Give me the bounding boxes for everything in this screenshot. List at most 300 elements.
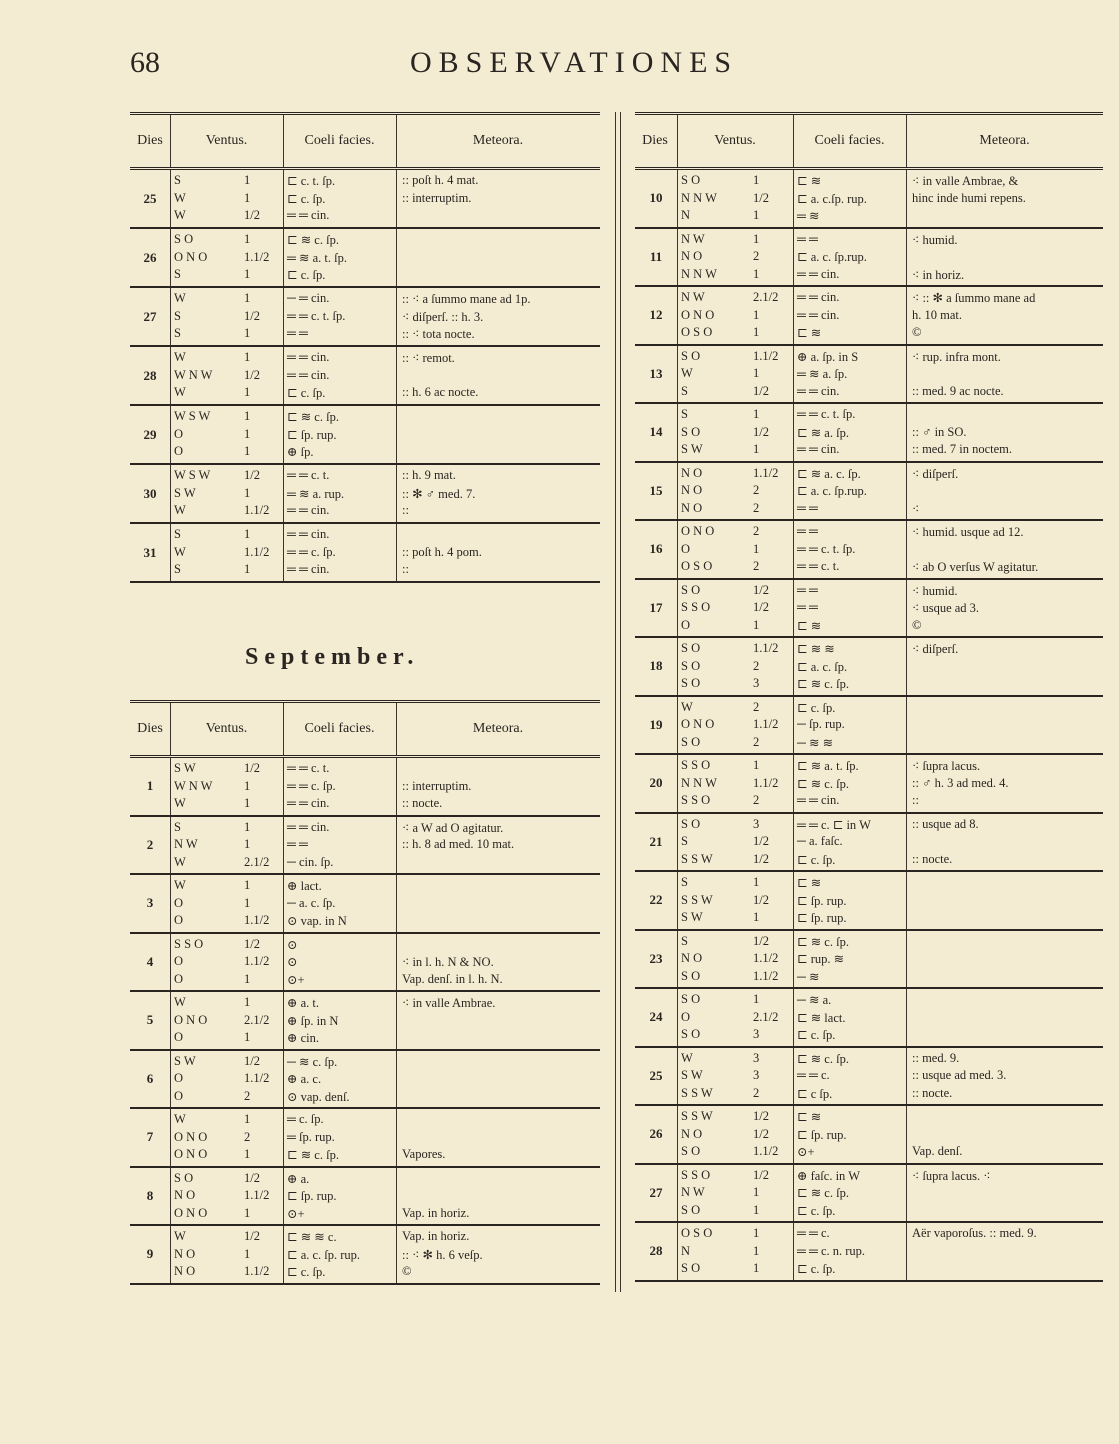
- column-rule: [677, 287, 678, 344]
- day-number: 23: [649, 950, 663, 966]
- sky-condition: ─ a. c. ſp.: [287, 895, 336, 910]
- header-coeli: Coeli facies.: [304, 133, 375, 148]
- wind-direction: N: [681, 208, 691, 222]
- wind-direction: O: [174, 1071, 184, 1085]
- wind-force: 2: [753, 1085, 760, 1100]
- column-rule: [396, 1168, 397, 1225]
- wind-force: 1: [244, 895, 251, 910]
- column-rule: [170, 758, 171, 815]
- wind-force: 1/2: [753, 383, 769, 398]
- sky-condition: ═ ═ cin.: [287, 367, 330, 382]
- wind-force: 1: [244, 485, 251, 500]
- column-rule: [793, 1165, 794, 1222]
- sky-condition: ⊏ c. ſp.: [797, 700, 836, 715]
- wind-force: 1: [244, 837, 251, 851]
- august-table: [130, 112, 600, 583]
- column-rule: [906, 931, 907, 988]
- column-rule: [906, 580, 907, 637]
- wind-direction: S: [681, 383, 688, 398]
- page-title: OBSERVATIONES: [410, 46, 739, 79]
- sky-condition: ⊏ ≋ c. ſp.: [797, 1186, 849, 1200]
- column-rule: [677, 404, 678, 461]
- wind-force: 1: [244, 1246, 251, 1261]
- sky-condition: ⊏ ≋ a. ſp.: [797, 425, 849, 440]
- meteora-note: Vapores.: [402, 1147, 446, 1161]
- wind-force: 1: [244, 562, 251, 577]
- wind-direction: W S W: [174, 409, 211, 423]
- column-rule: [906, 1106, 907, 1163]
- meteora-note: hinc inde humi repens.: [912, 190, 1026, 205]
- sky-condition: ─ ≋: [797, 969, 820, 984]
- meteora-note: ⁖ in valle Ambrae.: [402, 996, 496, 1010]
- sky-condition: ─ a. faſc.: [797, 834, 843, 848]
- day-number: 25: [649, 1067, 663, 1083]
- sky-condition: ⊏ ≋ c. ſp.: [287, 1148, 339, 1162]
- table-row: [130, 524, 600, 583]
- column-rule: [677, 1048, 678, 1105]
- sky-condition: ─ ═ cin.: [287, 291, 330, 305]
- sky-condition: ⊏ ≋ c. ſp.: [797, 776, 849, 791]
- wind-force: 3: [753, 1050, 760, 1065]
- meteora-note: ⁖ ab O verſus W agitatur.: [912, 560, 1039, 574]
- wind-force: 1.1/2: [753, 951, 779, 965]
- sky-condition: ⊕ a. ſp. in S: [797, 349, 859, 364]
- column-rule: [677, 1223, 678, 1280]
- column-rule: [396, 1226, 397, 1283]
- sky-condition: ⊏ a. c. ſp.rup.: [797, 250, 867, 264]
- column-rule: [906, 521, 907, 578]
- day-number: 27: [143, 308, 157, 324]
- wind-direction: S O: [681, 641, 701, 655]
- wind-force: 1.1/2: [753, 717, 779, 731]
- column-rule: [396, 347, 397, 404]
- column-rule: [396, 1109, 397, 1166]
- sky-condition: ⊏ ≋ a. c. ſp.: [797, 466, 861, 481]
- wind-direction: S W: [174, 761, 196, 775]
- wind-direction: W S W: [174, 468, 211, 482]
- table-row: [130, 934, 600, 993]
- wind-force: 2.1/2: [753, 1009, 779, 1024]
- sky-condition: ═ ═ cin.: [287, 350, 330, 364]
- wind-force: 1/2: [753, 851, 769, 866]
- wind-force: 2: [753, 699, 760, 714]
- table-row: [635, 229, 1103, 288]
- day-number: 26: [143, 249, 157, 265]
- column-rule: [677, 931, 678, 988]
- column-rule: [396, 465, 397, 522]
- wind-direction: O S O: [681, 559, 713, 573]
- wind-force: 1: [244, 1030, 251, 1044]
- sky-condition: ⊏ ≋: [797, 326, 822, 340]
- wind-force: 2: [753, 658, 760, 673]
- day-number: 30: [143, 485, 157, 501]
- wind-force: 1/2: [244, 208, 260, 223]
- wind-direction: N O: [681, 465, 703, 480]
- day-number: 12: [649, 307, 663, 323]
- column-rule: [396, 703, 397, 755]
- meteora-note: ⁖ humid.: [912, 232, 958, 247]
- sky-condition: ⊏ ſp. rup.: [797, 1127, 847, 1142]
- sky-condition: ═ c. ſp.: [287, 1112, 324, 1126]
- meteora-note: :: h. 9 mat.: [402, 468, 456, 482]
- sky-condition: ═ ═: [797, 600, 818, 614]
- wind-direction: W: [174, 878, 186, 892]
- wind-direction: N W: [681, 290, 705, 304]
- wind-force: 1: [753, 541, 760, 556]
- wind-direction: N W: [681, 1185, 705, 1199]
- wind-direction: W: [174, 208, 186, 223]
- sky-condition: ═ ═ c.: [797, 1068, 830, 1082]
- column-rule: [906, 287, 907, 344]
- day-number: 13: [649, 365, 663, 381]
- sky-condition: ⊏ ≋ a. t. ſp.: [797, 759, 859, 773]
- column-rule: [793, 931, 794, 988]
- sky-condition: ═ ═ c. ⊏ in W: [797, 817, 871, 832]
- wind-direction: S O: [681, 992, 701, 1006]
- column-rule: [396, 758, 397, 815]
- column-rule: [906, 463, 907, 520]
- meteora-note: :: ♂ in SO.: [912, 424, 967, 439]
- table-row: [635, 638, 1103, 697]
- column-rule: [677, 989, 678, 1046]
- header-dies: Dies: [137, 721, 163, 736]
- wind-force: 1.1/2: [753, 1144, 779, 1158]
- header-coeli: Coeli facies.: [814, 133, 885, 148]
- wind-force: 2: [753, 559, 760, 573]
- wind-force: 1/2: [753, 1109, 769, 1123]
- wind-force: 1: [753, 1185, 760, 1199]
- wind-force: 1/2: [753, 1126, 769, 1141]
- column-rule: [677, 115, 678, 167]
- sky-condition: ═ ═: [797, 582, 818, 597]
- wind-direction: S O: [174, 232, 194, 246]
- wind-force: 2: [244, 1129, 251, 1144]
- table-row: [130, 406, 600, 465]
- table-row: [130, 992, 600, 1051]
- column-rule: [677, 346, 678, 403]
- wind-direction: S: [174, 326, 181, 341]
- wind-direction: S: [174, 267, 181, 282]
- sky-condition: ⊙+: [287, 1206, 305, 1221]
- header-ventus: Ventus.: [205, 721, 248, 736]
- wind-direction: O N O: [681, 717, 715, 731]
- table-row: [130, 758, 600, 817]
- column-rule: [906, 1165, 907, 1222]
- column-rule: [906, 115, 907, 167]
- sky-condition: ⊏ c. ſp.: [287, 1265, 326, 1279]
- sky-condition: ═ ═ cin.: [287, 208, 330, 223]
- sky-condition: ⊏ c. ſp.: [287, 268, 326, 283]
- column-rule: [283, 875, 284, 932]
- column-rule: [170, 1168, 171, 1225]
- day-number: 9: [146, 1246, 154, 1262]
- wind-force: 2: [753, 500, 760, 515]
- wind-direction: S O: [681, 734, 701, 749]
- sky-condition: ⊏ a. c.ſp. rup.: [797, 191, 867, 206]
- wind-force: 1: [244, 173, 251, 187]
- meteora-note: ⁖ :: ✻ a ſummo mane ad: [912, 291, 1036, 305]
- table-row: [130, 1051, 600, 1110]
- column-rule: [396, 115, 397, 167]
- wind-force: 1/2: [753, 190, 769, 205]
- wind-force: 1: [753, 1243, 760, 1258]
- column-rule: [396, 229, 397, 286]
- wind-direction: O: [174, 426, 184, 441]
- column-rule: [396, 934, 397, 991]
- day-number: 5: [146, 1012, 154, 1028]
- day-number: 24: [649, 1009, 663, 1025]
- sky-condition: ⊕ cin.: [287, 1031, 319, 1045]
- column-rule: [283, 524, 284, 581]
- sky-condition: ─ ≋ a.: [797, 993, 832, 1007]
- meteora-note: ⁖ a W ad O agitatur.: [402, 820, 504, 835]
- wind-direction: S: [174, 819, 181, 834]
- wind-force: 3: [753, 816, 760, 831]
- wind-direction: S O: [681, 1027, 701, 1041]
- meteora-note: ⁖ ſupra lacus. ⁖: [912, 1168, 991, 1183]
- wind-direction: O: [174, 1030, 184, 1044]
- column-rule: [283, 115, 284, 167]
- wind-direction: S: [681, 407, 688, 421]
- wind-force: 1.1/2: [753, 348, 779, 363]
- wind-direction: S: [681, 933, 688, 948]
- sky-condition: ═ ═ c. t. ſp.: [797, 541, 856, 556]
- meteora-note: ©: [912, 617, 922, 632]
- meteora-note: :: nocte.: [402, 796, 443, 810]
- wind-force: 1: [244, 426, 251, 441]
- wind-force: 1: [753, 173, 760, 187]
- sky-condition: ═ ═ cin.: [797, 442, 840, 456]
- meteora-note: ::: [912, 793, 919, 807]
- table-row: [635, 1223, 1103, 1282]
- meteora-note: ⁖ diſperſ. :: h. 3.: [402, 309, 484, 324]
- wind-force: 1: [244, 267, 251, 282]
- wind-direction: O: [681, 617, 691, 632]
- meteora-note: :: ⁖ remot.: [402, 351, 455, 365]
- wind-direction: O S O: [681, 1226, 713, 1240]
- wind-direction: W: [174, 1229, 186, 1243]
- table-row: [130, 1109, 600, 1168]
- table-row: [635, 404, 1103, 463]
- wind-direction: S S O: [681, 758, 711, 772]
- sky-condition: ═ ═ cin.: [797, 266, 840, 281]
- day-number: 29: [143, 426, 157, 442]
- day-number: 31: [143, 544, 157, 560]
- table-row: [635, 521, 1103, 580]
- column-rule: [283, 992, 284, 1049]
- sky-condition: ⊕ faſc. in W: [797, 1168, 861, 1183]
- column-rule: [396, 992, 397, 1049]
- column-rule: [906, 1223, 907, 1280]
- wind-direction: S: [174, 562, 181, 577]
- column-rule: [793, 1223, 794, 1280]
- sky-condition: ═ ═: [287, 837, 308, 851]
- column-rule: [677, 697, 678, 754]
- sky-condition: ⊏ c ſp.: [797, 1086, 833, 1101]
- meteora-note: ⁖ diſperſ.: [912, 466, 959, 481]
- wind-direction: O: [174, 1088, 184, 1103]
- sky-condition: ⊕ ſp.: [287, 445, 314, 460]
- table-row: [635, 1106, 1103, 1165]
- column-rule: [793, 463, 794, 520]
- sky-condition: ═ ═: [287, 326, 308, 341]
- wind-force: 1: [753, 875, 760, 889]
- table-row: [635, 814, 1103, 873]
- meteora-note: :: ✻ ♂ med. 7.: [402, 486, 476, 501]
- wind-direction: O N O: [174, 1129, 208, 1144]
- wind-force: 1/2: [244, 1170, 260, 1185]
- column-rule: [283, 1051, 284, 1108]
- day-number: 8: [146, 1187, 154, 1203]
- wind-force: 2: [753, 734, 760, 749]
- sky-condition: ═ ≋ a. rup.: [287, 486, 345, 501]
- meteora-note: :: med. 9.: [912, 1050, 960, 1065]
- sky-condition: ⊕ a. c.: [287, 1072, 322, 1086]
- column-rule: [793, 229, 794, 286]
- table-row: [130, 465, 600, 524]
- meteora-note: Vap. denſ.: [912, 1144, 963, 1158]
- wind-direction: O N O: [681, 524, 715, 538]
- wind-direction: W: [174, 995, 186, 1009]
- column-rule: [283, 817, 284, 874]
- header-coeli: Coeli facies.: [304, 721, 375, 736]
- sky-condition: ⊏ ≋: [797, 174, 822, 188]
- column-rule: [170, 170, 171, 227]
- meteora-note: :: ⁖ tota nocte.: [402, 327, 475, 342]
- column-rule: [283, 1109, 284, 1166]
- column-rule: [793, 346, 794, 403]
- wind-force: 1/2: [244, 468, 260, 482]
- wind-direction: N W: [174, 837, 198, 851]
- wind-force: 1/2: [753, 892, 769, 907]
- wind-direction: S S O: [174, 936, 204, 951]
- column-rule: [793, 814, 794, 871]
- wind-force: 1: [244, 778, 251, 793]
- table-row: [635, 755, 1103, 814]
- wind-direction: W: [174, 190, 186, 205]
- wind-direction: S S W: [681, 1085, 713, 1100]
- wind-force: 1/2: [753, 600, 769, 614]
- meteora-note: ⁖ humid.: [912, 583, 958, 598]
- column-rule: [793, 287, 794, 344]
- wind-direction: W: [681, 699, 693, 714]
- column-rule: [283, 170, 284, 227]
- column-rule: [793, 115, 794, 167]
- sky-condition: ⊏ ≋: [797, 876, 822, 890]
- wind-force: 1.1/2: [244, 544, 270, 559]
- column-rule: [170, 1226, 171, 1283]
- table-row: [635, 989, 1103, 1048]
- wind-force: 1/2: [244, 308, 260, 323]
- wind-force: 2.1/2: [244, 1012, 270, 1027]
- column-rule: [283, 703, 284, 755]
- sky-condition: ⊏ ≋ lact.: [797, 1010, 846, 1025]
- wind-direction: S S W: [681, 892, 713, 907]
- sky-condition: ═ ≋: [797, 209, 820, 223]
- wind-direction: S S O: [681, 600, 711, 614]
- wind-direction: S O: [681, 1202, 701, 1217]
- column-rule: [170, 115, 171, 167]
- sky-condition: ═ ═ cin.: [797, 307, 840, 322]
- wind-direction: W: [681, 1050, 693, 1065]
- column-rule: [906, 989, 907, 1046]
- wind-direction: O N O: [681, 307, 715, 322]
- page-number: 68: [130, 46, 160, 79]
- column-rule: [906, 872, 907, 929]
- sky-condition: ⊕ ſp. in N: [287, 1013, 339, 1028]
- sky-condition: ⊏ a. c. ſp. rup.: [287, 1247, 361, 1262]
- wind-direction: N O: [681, 483, 703, 497]
- wind-direction: S O: [681, 816, 701, 831]
- day-number: 26: [649, 1126, 663, 1142]
- wind-force: 1.1/2: [244, 913, 270, 927]
- wind-force: 1.1/2: [753, 968, 779, 983]
- header-meteora: Meteora.: [979, 133, 1030, 148]
- column-rule: [793, 1106, 794, 1163]
- wind-force: 1: [244, 350, 251, 364]
- column-rule: [793, 404, 794, 461]
- column-rule: [793, 755, 794, 812]
- sky-condition: ⊏ ≋ c. ſp.: [287, 233, 339, 247]
- meteora-note: ⁖ rup. infra mont.: [912, 349, 1001, 364]
- meteora-note: ⁖ usque ad 3.: [912, 601, 980, 615]
- wind-direction: S: [681, 834, 688, 848]
- column-divider: [615, 112, 621, 1292]
- sky-condition: ═ ═ c. t. ſp.: [797, 407, 856, 421]
- day-number: 16: [649, 541, 663, 557]
- sky-condition: ─ ſp. rup.: [797, 717, 845, 731]
- sky-condition: ⊙ vap. in N: [287, 914, 347, 928]
- header-meteora: Meteora.: [472, 721, 524, 736]
- wind-force: 1: [244, 326, 251, 341]
- column-rule: [170, 934, 171, 991]
- sky-condition: ⊏ ≋: [797, 618, 822, 633]
- day-number: 2: [146, 836, 154, 852]
- meteora-note: ⁖ in valle Ambrae, &: [912, 174, 1019, 188]
- day-number: 25: [143, 190, 157, 206]
- wind-direction: N: [681, 1243, 691, 1258]
- wind-force: 1/2: [753, 834, 769, 848]
- sky-condition: ═ ═ cin.: [797, 383, 840, 398]
- table-row: [130, 288, 600, 347]
- column-rule: [677, 1106, 678, 1163]
- column-rule: [283, 934, 284, 991]
- wind-force: 1.1/2: [244, 1264, 270, 1278]
- column-rule: [170, 703, 171, 755]
- wind-force: 1: [753, 307, 760, 322]
- wind-direction: N O: [681, 249, 703, 263]
- column-rule: [677, 229, 678, 286]
- wind-direction: N W: [681, 231, 705, 246]
- wind-direction: W N W: [174, 778, 213, 793]
- table-row: [635, 346, 1103, 405]
- day-number: 22: [649, 892, 663, 908]
- wind-force: 1.1/2: [753, 775, 779, 790]
- column-rule: [170, 524, 171, 581]
- column-rule: [283, 758, 284, 815]
- table-header: [130, 700, 600, 758]
- wind-direction: W: [174, 854, 186, 869]
- sky-condition: ⊏ ≋: [797, 1110, 822, 1124]
- wind-force: 1/2: [244, 367, 260, 382]
- wind-force: 1.1/2: [244, 1188, 270, 1202]
- wind-direction: S: [681, 875, 688, 889]
- wind-force: 1: [244, 190, 251, 205]
- sky-condition: ⊏ c. ſp.: [797, 1028, 836, 1042]
- wind-direction: S: [174, 173, 181, 187]
- table-row: [130, 1226, 600, 1285]
- meteora-note: :: ⁖ a ſummo mane ad 1p.: [402, 292, 531, 306]
